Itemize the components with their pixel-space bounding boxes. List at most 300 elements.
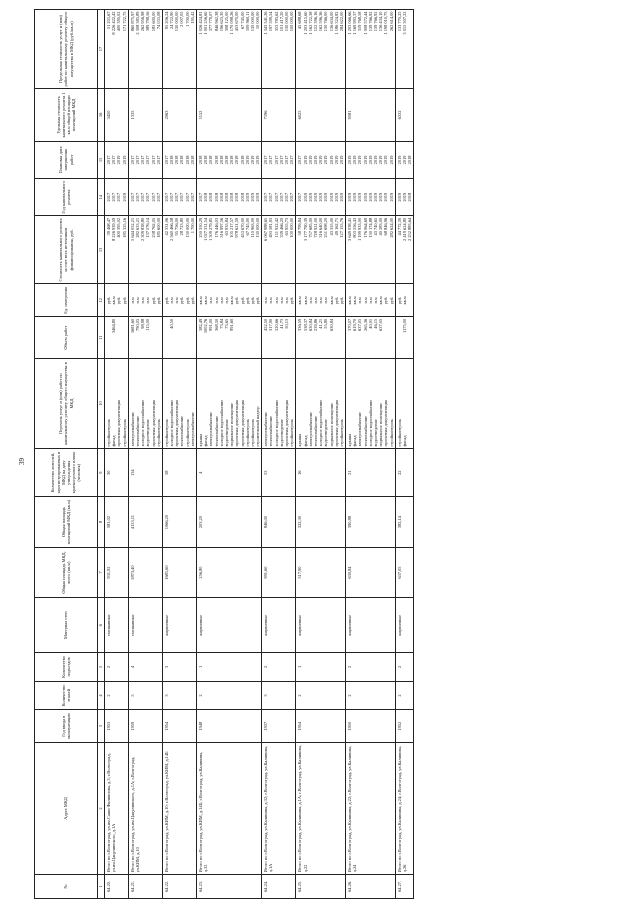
limit-cell-line: 1 162 722,38 <box>307 11 313 35</box>
column-header: Материал стен <box>35 598 98 653</box>
years-cell-line: 2019 <box>312 192 318 202</box>
unit-cost-text: 1335 <box>129 110 135 120</box>
plan-cell-line: 2017 <box>155 155 161 165</box>
years-cell-line: 2017 <box>289 192 295 202</box>
volumes-cell-line: 115,00 <box>145 318 151 331</box>
limit-cell-line: 284 622,00 <box>338 11 344 32</box>
units-cell-line: руб. <box>184 296 190 305</box>
volumes-cell <box>197 317 262 359</box>
units-cell-line: руб. <box>121 296 127 305</box>
year-cell-text: 1950 <box>347 721 353 731</box>
units-cell-line: п.м <box>318 297 324 304</box>
plan-cell <box>128 141 162 178</box>
plan-cell-line: 2019 <box>255 155 261 165</box>
plan-cell-line: 2017 <box>134 155 140 165</box>
limit-cell-line: 262 614,00 <box>388 11 394 32</box>
plan-cell <box>346 141 396 178</box>
limit-cell-line: 1 170 098,26 <box>229 11 235 35</box>
works-cell-line: холодное водоснабжение <box>169 399 175 447</box>
units-cell-line: п.м <box>367 297 373 304</box>
plan-cell-line: 2018 <box>229 155 235 165</box>
plan-cell-line: 2019 <box>302 155 308 165</box>
works-cell <box>197 359 262 449</box>
unit-cost-cell <box>346 89 396 142</box>
years-cell-line: 2017 <box>263 192 269 202</box>
premises-area-cell <box>105 497 129 547</box>
address-cell <box>346 743 396 875</box>
column-number: 2 <box>98 743 105 875</box>
costs-cell-line: 6 067 988,65 <box>263 217 269 241</box>
works-cell-line: стройконтроль <box>106 418 111 447</box>
years-cell-line: 2019 <box>249 192 255 202</box>
entrances-cell-text: 3 <box>163 665 169 669</box>
total-area-cell <box>262 547 296 597</box>
costs-cell-line: 130 174,88 <box>367 217 373 238</box>
costs-cell-line: 67 745,00 <box>244 217 250 236</box>
works-cell-line: теплоснабжение <box>134 415 140 447</box>
row-number <box>395 874 414 898</box>
column-number: 15 <box>98 141 105 178</box>
unit-cost-cell <box>262 89 296 142</box>
units-cell <box>395 284 414 317</box>
total-area-cell-text: 256,80 <box>198 566 203 579</box>
unit-cost-text: 1152 <box>198 110 203 120</box>
costs-cell-line: 1 199 933,00 <box>357 217 363 241</box>
plan-cell-line: 2019 <box>357 155 363 165</box>
works-cell-line: проектная документация <box>234 400 240 447</box>
residents-cell <box>395 449 414 497</box>
plan-cell-line: 2019 <box>347 155 353 165</box>
years-cell-line: 2017 <box>273 192 279 202</box>
costs-cell-line: 757 685,00 <box>307 217 313 238</box>
units-cell <box>128 284 162 317</box>
limit-cell-line: 389 798,56 <box>145 11 151 32</box>
limit-cell-line: 24 722,90 <box>169 11 175 30</box>
total-area-cell-text: 931,92 <box>106 566 111 579</box>
costs-cell-line: 127 155,76 <box>338 217 344 238</box>
volumes-cell-line <box>255 319 260 357</box>
limit-cell <box>128 10 162 89</box>
units-cell-line: руб. <box>106 296 111 305</box>
plan-cell-line: 2019 <box>378 155 384 165</box>
address-cell-text: Итого по г.Волгоград, ул.им.Саши Филиппова, д.3; г.Волгоград, ул.им.Цацулинского, д.1А <box>106 753 117 873</box>
units-cell-line: кв.м <box>347 296 353 305</box>
years-cell-line: 2017 <box>163 192 169 202</box>
units-cell-line: кв.м <box>352 296 358 305</box>
row-number-text: 64.24. <box>263 880 269 892</box>
total-area-cell <box>296 547 346 597</box>
years-cell-line: 2019 <box>352 192 358 202</box>
volumes-cell-line: 50,13 <box>284 318 289 329</box>
years-cell-line: 2019 <box>347 192 353 202</box>
residents-cell <box>346 449 396 497</box>
floors-cell-text: 5 <box>129 694 135 697</box>
works-cell-line: электроснабжение <box>129 412 135 447</box>
costs-cell <box>162 216 196 284</box>
costs-cell <box>296 216 346 284</box>
plan-cell-line: 2018 <box>203 155 209 165</box>
costs-cell-line: 40 283,00 <box>378 217 384 236</box>
units-cell-line: руб. <box>289 296 295 305</box>
years-cell <box>395 179 414 216</box>
entrances-cell <box>296 653 346 682</box>
plan-cell-line: 2017 <box>284 155 289 165</box>
years-cell-line: 2017 <box>116 192 122 202</box>
year-cell-text: 1937 <box>263 721 269 731</box>
costs-cell-line: 58 799,84 <box>297 217 303 236</box>
year-cell-text: 1959 <box>129 721 135 731</box>
year-cell-text: 1954 <box>297 721 303 731</box>
limit-cell-line: 1 203 066,66 <box>347 11 353 35</box>
address-cell <box>262 743 296 875</box>
costs-cell-line: 28 723,80 <box>179 217 185 236</box>
limit-cell-line: 1 186 324,82 <box>333 11 339 35</box>
column-number-row <box>98 10 105 899</box>
volumes-cell-line: 1175,00 <box>401 318 407 333</box>
works-cell-line: водоотведение <box>223 419 229 447</box>
limit-cell-line: 377 779,07 <box>208 11 214 32</box>
volumes-cell-line: 630,84 <box>307 318 313 331</box>
total-area-cell <box>346 547 396 597</box>
limit-cell-line: 139 766,92 <box>367 11 373 32</box>
limit-cell-line: 130 766,00 <box>323 11 329 32</box>
costs-cell-line: 176 064,69 <box>362 217 368 238</box>
table-row <box>395 10 414 899</box>
units-cell-line: п.м <box>373 297 378 304</box>
material-cell-text: кирпичные <box>263 614 269 636</box>
works-cell <box>262 359 296 449</box>
floors-cell-text: 3 <box>163 694 169 697</box>
row-number-text: 64.22. <box>163 880 169 892</box>
units-cell-line: п.м <box>213 297 219 304</box>
costs-cell-line: 185 325,16 <box>121 217 127 238</box>
row-number <box>296 874 346 898</box>
residents-cell-text: 134 <box>129 469 135 476</box>
costs-cell-line: 1 509 279,85 <box>208 217 214 241</box>
costs-cell-line: 95 756,00 <box>174 217 180 236</box>
units-cell-line: руб. <box>189 296 195 305</box>
header-row <box>35 10 98 899</box>
plan-cell-line: 2019 <box>328 155 334 165</box>
residents-cell <box>128 449 162 497</box>
units-cell-line: руб. <box>150 296 156 305</box>
works-cell-line: крыша <box>347 433 353 447</box>
units-cell-line: п.м <box>263 297 269 304</box>
costs-cell-line: 100 000,00 <box>289 217 295 238</box>
years-cell-line: 2017 <box>140 192 146 202</box>
years-cell <box>162 179 196 216</box>
limit-cell <box>296 10 346 89</box>
plan-cell-line: 2018 <box>213 155 219 165</box>
volumes-cell-line <box>339 319 344 357</box>
residents-cell-text: 53 <box>263 470 269 475</box>
floors-cell-text: 2 <box>106 694 111 697</box>
units-cell-line: руб. <box>338 296 344 305</box>
years-cell-line: 2017 <box>129 192 135 202</box>
plan-cell-line: 2018 <box>184 155 190 165</box>
limit-cell-line: 262 956,98 <box>140 11 146 32</box>
years-cell-line: 2019 <box>357 192 363 202</box>
costs-cell-line: 43 355,00 <box>328 217 334 236</box>
limit-cell-line: 74 031,08 <box>155 11 161 30</box>
units-cell-line: руб. <box>388 296 394 305</box>
material-cell-text: кирпичные <box>396 614 402 636</box>
costs-cell-line: 250 350,29 <box>198 217 203 238</box>
column-header: Количество этажей <box>35 681 98 710</box>
limit-cell-line: 1 343 541,26 <box>263 11 269 35</box>
years-cell-line: 2019 <box>307 192 313 202</box>
units-cell-line: руб. <box>234 296 240 305</box>
address-cell-text: Итого по г.Волгоград, ул.Калинина, д.1А; г.Волгоград, ул.Калинина, д.22 <box>297 744 308 873</box>
total-area-cell <box>128 547 162 597</box>
volumes-cell-line: 265,36 <box>362 318 368 331</box>
works-cell-line: теплоснабжение <box>213 415 219 447</box>
unit-cost-cell <box>128 89 162 142</box>
works-cell-line: стройконтроль <box>289 418 295 447</box>
volumes-cell-line: 991,60 <box>229 318 235 331</box>
volumes-cell-line <box>289 319 294 357</box>
years-cell-line: 2019 <box>378 192 384 202</box>
works-cell-line: теплоснабжение <box>179 415 185 447</box>
volumes-cell-line: 239,86 <box>312 318 318 331</box>
material-cell-text: кирпичные <box>297 614 303 636</box>
units-cell-line: п.м <box>307 297 313 304</box>
plan-cell-line: 2019 <box>383 155 389 165</box>
row-number-text: 64.23. <box>198 880 203 892</box>
plan-cell-line: 2019 <box>116 155 122 165</box>
volumes-cell <box>105 317 129 359</box>
costs-cell-line: 453 670,00 <box>239 217 245 238</box>
address-cell-text: Итого по г.Волгоград, ул.КИМ, д.14Б; г.Волгоград, ул.Калинина, д.32 <box>198 751 209 873</box>
volumes-cell-line: 46,15 <box>373 318 378 329</box>
address-cell <box>296 743 346 875</box>
limit-cell-line: 185 600,00 <box>150 11 156 32</box>
plan-cell-line: 2019 <box>388 155 394 165</box>
works-cell-line: холодное водоснабжение <box>318 399 324 447</box>
volumes-cell-line: 630,84 <box>328 318 334 331</box>
total-area-cell <box>395 547 414 597</box>
address-cell <box>128 743 162 875</box>
costs-cell-line: 8 226 939,59 <box>111 217 117 241</box>
years-cell-line: 2017 <box>169 192 175 202</box>
column-number: 13 <box>98 216 105 284</box>
floors-cell <box>162 681 196 710</box>
row-number <box>197 874 262 898</box>
units-cell <box>197 284 262 317</box>
year-cell <box>262 710 296 743</box>
volumes-cell <box>395 317 414 359</box>
units-cell-line: п.м <box>145 297 151 304</box>
units-cell-line: п.м <box>312 297 318 304</box>
plan-cell-line: 2019 <box>362 155 368 165</box>
address-cell <box>395 743 414 875</box>
residents-cell <box>162 449 196 497</box>
limit-cell-line: 109 960,11 <box>244 11 250 32</box>
page-number: 39 <box>18 458 26 465</box>
costs-cell-line: 110 963,00 <box>249 217 255 238</box>
costs-cell-line: 3 177 790,39 <box>302 217 308 241</box>
plan-cell-line: 2018 <box>174 155 180 165</box>
volumes-cell-line <box>190 319 195 357</box>
floors-cell-text: 2 <box>297 694 303 697</box>
column-number: 6 <box>98 598 105 653</box>
table-row <box>346 10 396 899</box>
works-cell-line: проектная документация <box>174 400 180 447</box>
material-cell <box>197 598 262 653</box>
works-cell-line: стройконтроль <box>249 418 255 447</box>
residents-cell-text: 30 <box>106 470 111 475</box>
works-cell-line: стройконтроль <box>338 418 344 447</box>
residents-cell <box>197 449 262 497</box>
works-cell-line: подвальное помещение <box>328 402 334 447</box>
entrances-cell-text: 4 <box>129 665 135 669</box>
unit-cost-cell <box>296 89 346 142</box>
plan-cell-line: 2018 <box>198 155 203 165</box>
costs-cell-line: 39 468,47 <box>106 217 111 236</box>
costs-cell-line: 5 644 052,21 <box>129 217 135 241</box>
address-cell-text: Итого по г.Волгоград, ул.Калинина, д.24; г.Волгоград, ул.Калинина, д.26 <box>396 745 407 873</box>
volumes-cell-line: 452,50 <box>263 318 269 331</box>
costs-cell-line: 105 217,57 <box>229 217 235 238</box>
column-number: 3 <box>98 710 105 743</box>
costs-cell <box>128 216 162 284</box>
plan-cell-line: 2018 <box>189 155 195 165</box>
row-number-text: 64.27. <box>396 880 402 892</box>
premises-area-cell-text: 322,30 <box>297 516 303 529</box>
works-cell-line: электроснабжение <box>263 412 269 447</box>
costs-cell-line: 282 633,21 <box>134 217 140 238</box>
years-cell-line: 2017 <box>145 192 151 202</box>
years-cell-line: 2017 <box>278 192 284 202</box>
costs-cell-line: 2 252 883,64 <box>407 217 413 241</box>
plan-cell-line: 2018 <box>218 155 224 165</box>
total-area-cell-text: 637,05 <box>396 566 402 579</box>
plan-cell <box>262 141 296 178</box>
volumes-cell-line: 336,59 <box>297 318 303 331</box>
years-cell-line: 2018 <box>229 192 235 202</box>
total-area-cell-text: 630,84 <box>347 566 353 579</box>
works-cell-line: проектная документация <box>383 400 389 447</box>
costs-cell-line: 339 466,20 <box>278 217 284 238</box>
limit-cell-line: 1 169 993,37 <box>352 11 358 35</box>
years-cell <box>346 179 396 216</box>
years-cell-line: 2019 <box>333 192 339 202</box>
table-row <box>262 10 296 899</box>
years-cell-line: 2019 <box>302 192 308 202</box>
years-cell-line: 2019 <box>373 192 378 202</box>
premises-area-cell <box>128 497 162 547</box>
material-cell <box>105 598 129 653</box>
works-cell <box>162 359 196 449</box>
floors-cell-text: 2 <box>396 694 402 697</box>
works-cell <box>395 359 414 449</box>
units-cell-line: кв.м <box>198 296 203 305</box>
limit-cell <box>346 10 396 89</box>
limit-cell-line: 3 015 307,22 <box>401 11 407 35</box>
floors-cell <box>296 681 346 710</box>
costs-cell-line: 251 698,20 <box>323 217 329 238</box>
unit-cost-cell <box>162 89 196 142</box>
entrances-cell <box>395 653 414 682</box>
years-cell-line: 2017 <box>174 192 180 202</box>
limit-cell-line: 1 026 424,81 <box>198 11 203 35</box>
units-cell-line: руб. <box>179 296 185 305</box>
years-cell-line: 2017 <box>111 192 117 202</box>
plan-cell-line: 2019 <box>401 155 407 165</box>
limit-cell-line: 51 201,67 <box>106 11 111 30</box>
limit-cell-line: 846 962,38 <box>213 11 219 32</box>
volumes-cell-line <box>122 319 127 357</box>
year-cell-text: 1948 <box>198 721 203 731</box>
units-cell <box>346 284 396 317</box>
years-cell <box>105 179 129 216</box>
volumes-cell <box>128 317 162 359</box>
year-cell <box>296 710 346 743</box>
limit-cell-line: 2 007,05 <box>179 11 185 27</box>
volumes-cell-line: 538,37 <box>302 318 308 331</box>
limit-cell-line: 308 125,00 <box>223 11 229 32</box>
works-cell-line: электроснабжение <box>357 412 363 447</box>
plan-cell-line: 2017 <box>145 155 151 165</box>
column-header: Год ввода в эксплуатацию <box>35 710 98 743</box>
costs-cell-line: 493 581,93 <box>268 217 274 238</box>
costs-cell-line: 185 600,00 <box>155 217 161 238</box>
years-cell-line: 2019 <box>323 192 329 202</box>
column-header: Количество подъездов <box>35 653 98 682</box>
units-cell-line: п.м <box>134 297 140 304</box>
column-header: Объем работ <box>35 317 98 359</box>
years-cell <box>197 179 262 216</box>
volumes-cell-line: 991,00 <box>208 318 214 331</box>
volumes-cell-line: 73,84 <box>218 318 224 329</box>
repair-plan-table <box>34 9 414 899</box>
units-cell-line: п.м <box>284 297 289 304</box>
column-number: 1 <box>98 874 105 898</box>
units-cell-line: п.м <box>174 297 180 304</box>
units-cell-line: кв.м <box>297 296 303 305</box>
material-cell <box>128 598 162 653</box>
unit-cost-cell <box>197 89 262 142</box>
units-cell-line: руб. <box>383 296 389 305</box>
units-cell-line: п.м <box>140 297 146 304</box>
floors-cell <box>262 681 296 710</box>
plan-cell <box>395 141 414 178</box>
units-cell-line: п.м <box>218 297 224 304</box>
premises-area-cell-text: 846,00 <box>263 516 269 529</box>
plan-cell-line: 2017 <box>268 155 274 165</box>
works-cell-line: теплоснабжение <box>312 415 318 447</box>
volumes-cell-line: 637,05 <box>378 318 384 331</box>
years-cell <box>128 179 162 216</box>
works-cell-line: стройконтроль <box>163 418 169 447</box>
years-cell-line: 2018 <box>213 192 219 202</box>
premises-area-cell-text: 382,14 <box>396 516 402 529</box>
costs-cell-line: 43 740,65 <box>373 217 378 236</box>
total-area-cell-text: 517,90 <box>297 566 303 579</box>
units-cell <box>162 284 196 317</box>
premises-area-cell <box>296 497 346 547</box>
units-cell-line: п.м <box>223 297 229 304</box>
premises-area-cell <box>346 497 396 547</box>
years-cell-line: 2019 <box>396 192 402 202</box>
limit-cell-line: 136 634,00 <box>328 11 334 32</box>
year-cell <box>128 710 162 743</box>
residents-cell-text: 22 <box>396 470 402 475</box>
year-cell-text: 1954 <box>163 721 169 731</box>
volumes-cell-line: 317,90 <box>268 318 274 331</box>
year-cell <box>162 710 196 743</box>
entrances-cell <box>262 653 296 682</box>
